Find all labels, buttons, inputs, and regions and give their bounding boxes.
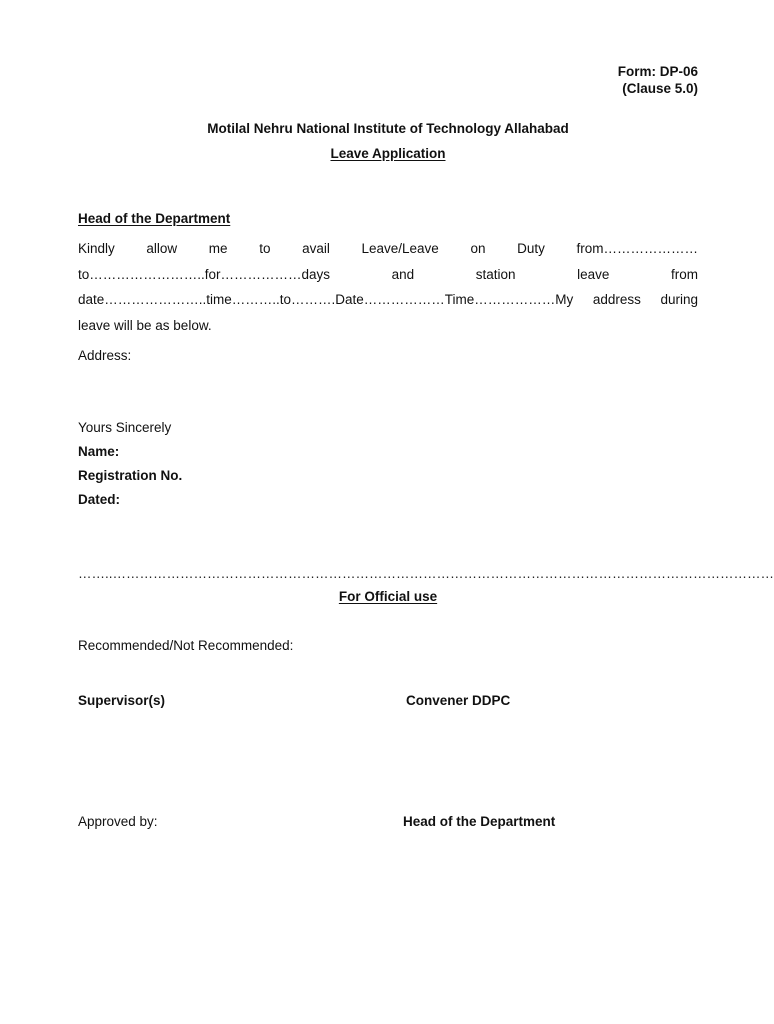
registration-label: Registration No.	[78, 468, 183, 483]
addressee-text: Head of the Department	[78, 211, 231, 226]
institute-name: Motilal Nehru National Institute of Technology Allahabad	[207, 121, 569, 136]
supervisor-label: Supervisor(s)	[78, 693, 166, 708]
convener-label: Convener DDPC	[406, 693, 511, 708]
leave-request-paragraph: Kindly allow me to avail Leave/Leave on Duty from…………………to……………………..for………………days and station leave from date…………………..time………..to……….Date………………Time………………My address during leave will be as below.	[78, 241, 698, 333]
hod-signature-label: Head of the Department	[403, 814, 556, 829]
dated-label: Dated:	[78, 492, 121, 507]
separator-line: ……..…………………………………………………………………………………………………………………………………	[78, 566, 774, 581]
form-clause: (Clause 5.0)	[622, 81, 698, 96]
closing-salutation: Yours Sincerely	[78, 420, 172, 435]
official-use-heading	[78, 589, 698, 605]
document-title	[78, 146, 698, 162]
approved-by-label: Approved by:	[78, 814, 158, 829]
recommendation-label: Recommended/Not Recommended:	[78, 638, 294, 653]
name-label: Name:	[78, 444, 120, 459]
address-label: Address:	[78, 348, 132, 363]
document-title-text: Leave Application	[330, 146, 446, 161]
form-code: Form: DP-06	[617, 64, 698, 79]
addressee	[78, 211, 230, 227]
official-use-heading-text: For Official use	[338, 589, 438, 604]
